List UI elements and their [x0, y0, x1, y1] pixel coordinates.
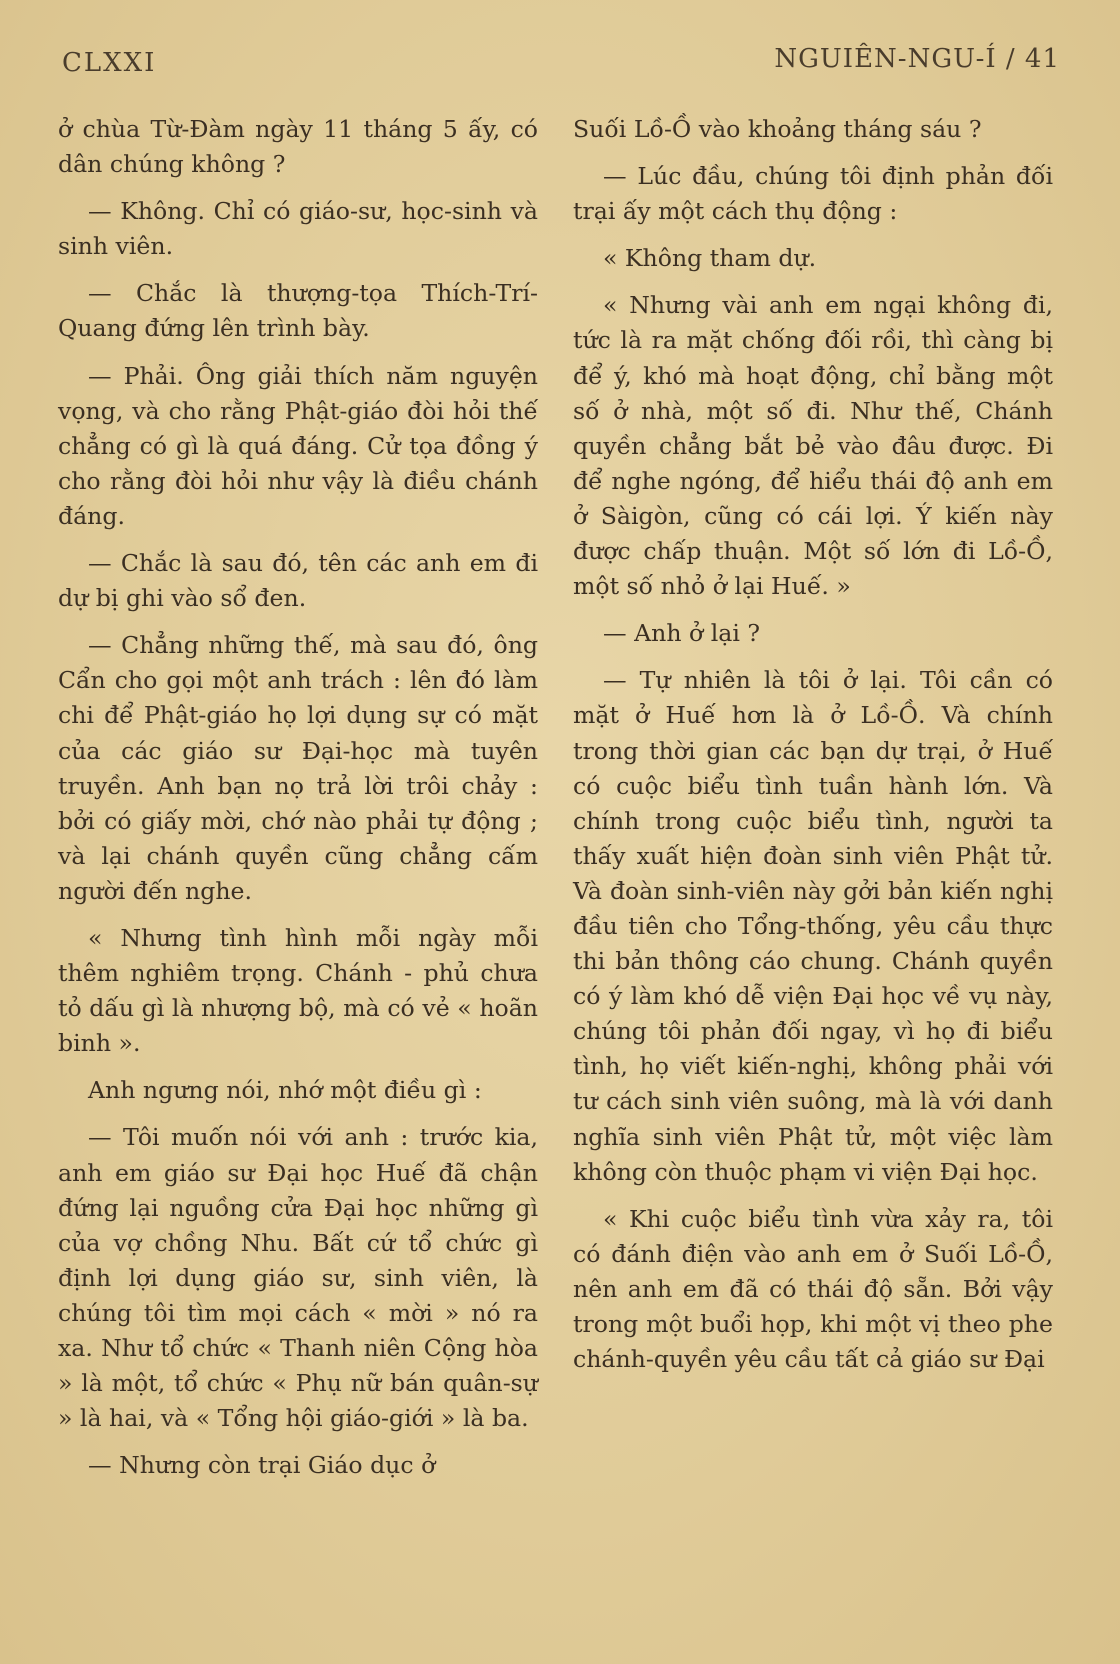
- paragraph: — Chắc là sau đó, tên các anh em đi dự bị ghi vào sổ đen.: [58, 549, 538, 613]
- paragraph: « Không tham dự.: [603, 244, 817, 273]
- paragraph: Suối Lồ-Ồ vào khoảng tháng sáu ?: [573, 115, 982, 143]
- paragraph: « Khi cuộc biểu tình vừa xảy ra, tôi có đánh điện vào anh em ở Suối Lồ-Ồ, nên anh em đã có thái độ sẵn. Bởi vậy trong một buổi họp, khi một vị theo phe chánh-quyền yêu cầu tất cả giáo sư Đại: [573, 1204, 1053, 1374]
- paragraph: — Tự nhiên là tôi ở lại. Tôi cần có mặt ở Huế hơn là ở Lồ-Ồ. Và chính trong thời gian các bạn dự trại, ở Huế có cuộc biểu tình tuần hành lớn. Và chính trong cuộc biểu tình, người ta thấy xuất hiện đoàn sinh viên Phật tử. Và đoàn sinh-viên này gởi bản kiến nghị đầu tiên cho Tổng-thống, yêu cầu thực thi bản thông cáo chung. Chánh quyền có ý làm khó dễ viện Đại học về vụ này, chúng tôi phản đối ngay, vì họ đi biểu tình, họ viết kiến-nghị, không phải với tư cách sinh viên suông, mà là với danh nghĩa sinh viên Phật tử, một việc làm không còn thuộc phạm vi viện Đại học.: [573, 666, 1053, 1186]
- left-column: [58, 112, 538, 1483]
- paragraph: — Chẳng những thế, mà sau đó, ông Cẩn cho gọi một anh trách : lên đó làm chi để Phật-giáo họ lợi dụng sự có mặt của các giáo sư Đại-học mà tuyên truyền. Anh bạn nọ trả lời trôi chảy : bởi có giấy mời, chớ nào phải tự động ; và lại chánh quyền cũng chẳng cấm người đến nghe.: [58, 631, 538, 905]
- paragraph: — Không. Chỉ có giáo-sư, học-sinh và sinh viên.: [58, 197, 538, 261]
- paragraph: Anh ngưng nói, nhớ một điều gì :: [88, 1076, 482, 1105]
- right-column: [573, 112, 1053, 1377]
- paragraph: — Phải. Ông giải thích năm nguyện vọng, và cho rằng Phật-giáo đòi hỏi thế chẳng có gì là quá đáng. Cử tọa đồng ý cho rằng đòi hỏi như vậy là điều chánh đáng.: [58, 361, 538, 530]
- paragraph: — Nhưng còn trại Giáo dục ở: [88, 1451, 436, 1480]
- paragraph: ở chùa Từ-Đàm ngày 11 tháng 5 ấy, có dân chúng không ?: [58, 115, 538, 179]
- paragraph: — Lúc đầu, chúng tôi định phản đối trại ấy một cách thụ động :: [573, 162, 1053, 226]
- paragraph: « Nhưng vài anh em ngại không đi, tức là ra mặt chống đối rồi, thì càng bị để ý, khó mà hoạt động, chỉ bằng một số ở nhà, một số đi. Như thế, Chánh quyền chẳng bắt bẻ vào đâu được. Đi để nghe ngóng, để hiểu thái độ anh em ở Sàigòn, cũng có cái lợi. Ý kiến này được chấp thuận. Một số lớn đi Lồ-Ồ, một số nhỏ ở lại Huế. »: [573, 291, 1053, 601]
- chapter-marker: CLXXI: [62, 48, 157, 78]
- running-head-page-number: NGUIÊN-NGU-Í / 41: [774, 44, 1060, 74]
- paragraph: — Tôi muốn nói với anh : trước kia, anh em giáo sư Đại học Huế đã chận đứng lại nguồng cửa Đại học những gì của vợ chồng Nhu. Bất cứ tổ chức gì định lợi dụng giáo sư, sinh viên, là chúng tôi tìm mọi cách « mời » nó ra xa. Như tổ chức « Thanh niên Cộng hòa » là một, tổ chức « Phụ nữ bán quân-sự » là hai, và « Tổng hội giáo-giới » là ba.: [58, 1123, 538, 1433]
- paragraph: — Anh ở lại ?: [603, 619, 761, 648]
- paragraph: — Chắc là thượng-tọa Thích-Trí-Quang đứng lên trình bày.: [58, 279, 538, 343]
- paragraph: « Nhưng tình hình mỗi ngày mỗi thêm nghiêm trọng. Chánh - phủ chưa tỏ dấu gì là nhượng bộ, mà có vẻ « hoãn binh ».: [58, 923, 538, 1058]
